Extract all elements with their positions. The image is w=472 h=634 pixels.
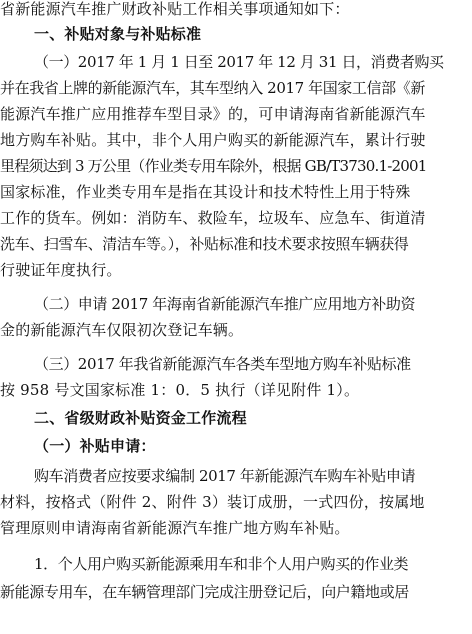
section-heading-2: 二、省级财政补贴资金工作流程 bbox=[34, 409, 247, 427]
paragraph-line: 洗车、扫雪车、清洁车等。），补贴标准和技术要求按照车辆获得 bbox=[0, 235, 409, 253]
paragraph-line: 金的新能源汽车仅限初次登记车辆。 bbox=[0, 321, 244, 339]
paragraph-line: 新能源专用车，在车辆管理部门完成注册登记后，向户籍地或居 bbox=[0, 583, 409, 601]
paragraph-line: 管理原则申请海南省新能源汽车推广地方购车补贴。 bbox=[0, 519, 350, 537]
paragraph-line: 并在我省上牌的新能源汽车，其车型纳入 2017 年国家工信部《新 bbox=[0, 79, 425, 97]
paragraph-line: 按 958 号文国家标准 1：0．5 执行（详见附件 1）。 bbox=[0, 381, 360, 399]
section-heading-1: 一、补贴对象与补贴标准 bbox=[34, 25, 202, 43]
paragraph-line: （三）2017 年我省新能源汽车各类车型地方购车补贴标准 bbox=[34, 355, 411, 373]
paragraph-line: 工作的货车。例如：消防车、救险车，垃圾车、应急车、街道清 bbox=[0, 209, 426, 227]
paragraph-line: （一）2017 年 1 月 1 日至 2017 年 12 月 31 日，消费者购买 bbox=[34, 53, 444, 71]
paragraph-line: （二）申请 2017 年海南省新能源汽车推广应用地方补助资 bbox=[34, 295, 416, 313]
paragraph-line: 材料，按格式（附件 2、附件 3）装订成册，一式四份，按属地 bbox=[0, 493, 425, 511]
intro-line: 省新能源汽车推广财政补贴工作相关事项通知如下： bbox=[0, 0, 350, 18]
paragraph-line: 国家标准，作业类专用车是指在其设计和技术特性上用于特殊 bbox=[0, 183, 411, 201]
paragraph-line: 能源汽车推广应用推荐车型目录》的，可申请海南省新能源汽车 bbox=[0, 105, 426, 123]
subsection-heading: （一）补贴申请： bbox=[34, 437, 156, 455]
paragraph-line: 里程须达到 3 万公里（作业类专用车除外，根据 GB/T3730.1-2001 bbox=[0, 157, 427, 175]
paragraph-line: 购车消费者应按要求编制 2017 年新能源汽车购车补贴申请 bbox=[34, 467, 416, 485]
paragraph-line: 地方购车补贴。其中，非个人用户购买的新能源汽车，累计行驶 bbox=[0, 131, 426, 149]
paragraph-line: 1．个人用户购买新能源乘用车和非个人用户购买的作业类 bbox=[34, 555, 409, 573]
paragraph-line: 行驶证年度执行。 bbox=[0, 261, 122, 279]
